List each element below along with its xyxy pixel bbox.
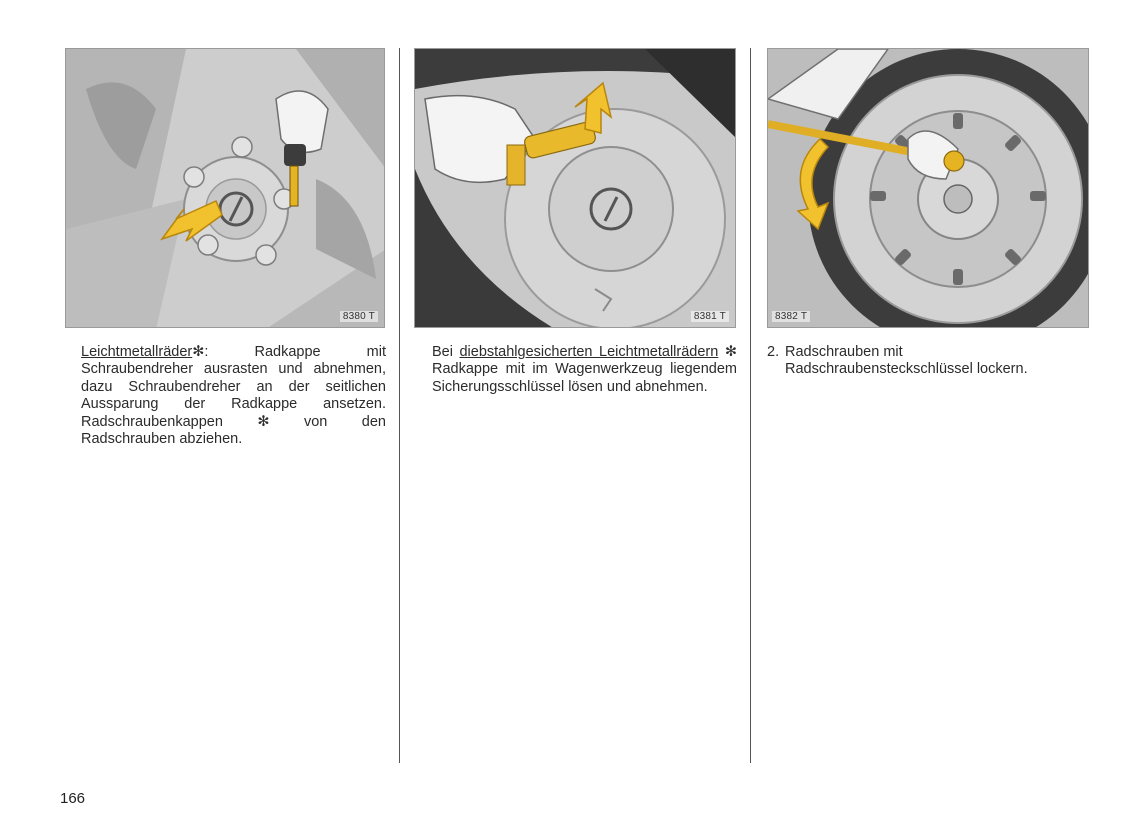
anti-theft-wheel-illustration: [415, 49, 736, 328]
figure-loosen-wheel-bolts: [767, 48, 1089, 328]
list-number: 2.: [767, 344, 780, 360]
body-text: Radschrauben mit Radschraubensteckschlüssel lockern.: [785, 344, 1028, 378]
heading-colon: :: [204, 344, 209, 360]
figure-code: 8382 T: [772, 311, 810, 322]
optional-equipment-marker: ✻: [257, 413, 270, 430]
figure-code: 8381 T: [691, 311, 729, 322]
list-item: [767, 344, 1087, 379]
alloy-wheel-illustration: [66, 49, 385, 328]
optional-equipment-marker: ✻: [724, 344, 737, 360]
figure-anti-theft-hubcap: [414, 48, 736, 328]
page-number: 166: [60, 790, 86, 807]
column-divider: [750, 48, 751, 763]
figure-code: 8380 T: [340, 311, 378, 322]
column-1-text: [81, 344, 386, 448]
column-3-text: [767, 344, 1087, 379]
body-text: Radkappe mit Schraubendreher ausrasten und abnehmen, dazu Schraubendreher an der seitlichen Aussparung der Radkappe ansetzen. Radschraubenkappen: [81, 344, 386, 430]
body-text: von den Radschrauben abziehen.: [81, 413, 386, 448]
wheel-bolt-illustration: [768, 49, 1089, 328]
heading: diebstahlgesicherten Leichtmetallrädern: [459, 344, 719, 360]
prefix-text: Bei: [432, 344, 460, 360]
optional-equipment-marker: ✻: [192, 344, 205, 360]
paragraph: [81, 344, 386, 448]
column-2-text: [432, 344, 737, 396]
body-text: Radkappe mit im Wagenwerkzeug liegendem Sicherungsschlüssel lösen und abnehmen.: [432, 361, 737, 395]
paragraph: [432, 344, 737, 396]
heading: Leichtmetallräder: [81, 344, 193, 360]
figure-alloy-wheel-hubcap: [65, 48, 385, 328]
column-divider: [399, 48, 400, 763]
